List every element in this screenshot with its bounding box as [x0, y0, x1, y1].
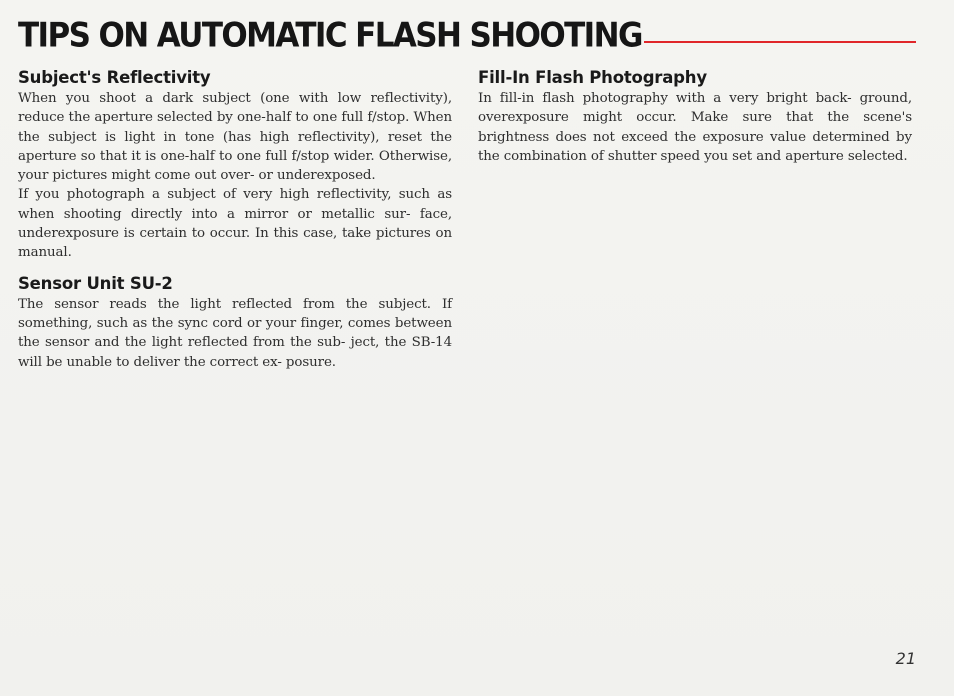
title-rule-line — [644, 41, 916, 43]
paragraph-reflectivity-1: When you shoot a dark subject (one with low reflectivity), reduce the aperture selected by one-half to one full f/stop. When the subject is light in tone (has high reflectivity), reset the aperture so that it is one-half to one full f/stop wider. Otherwise, your pictures might come out over- or underexposed. — [18, 91, 452, 184]
section-spacer — [18, 263, 452, 273]
page-title: TIPS ON AUTOMATIC FLASH SHOOTING — [18, 16, 642, 55]
page-number: 21 — [895, 649, 916, 668]
paragraph-fill-in-flash: In fill-in flash photography with a very bright back- ground, overexposure might occur. Make sure that the scene's brightness does not exceed the exposure value determined by the combination of shutter speed you set and aperture selected. — [478, 91, 912, 164]
left-column — [18, 67, 452, 372]
paragraph-sensor-unit: The sensor reads the light reflected from the subject. If something, such as the sync cord or your finger, comes between the sensor and the light reflected from the sub- ject, the SB-14 will be unable to deliver the correct ex- posure. — [18, 296, 452, 370]
title-row — [18, 16, 916, 56]
right-column — [478, 67, 912, 166]
section-heading-subjects-reflectivity: Subject's Reflectivity — [18, 68, 211, 87]
section-heading-fill-in-flash: Fill-In Flash Photography — [478, 68, 707, 87]
section-heading-sensor-unit: Sensor Unit SU-2 — [18, 273, 173, 293]
paragraph-reflectivity-2: If you photograph a subject of very high reflectivity, such as when shooting directly into a mirror or metallic sur- face, underexposure is certain to occur. In this case, take pictures on manual. — [18, 187, 452, 261]
